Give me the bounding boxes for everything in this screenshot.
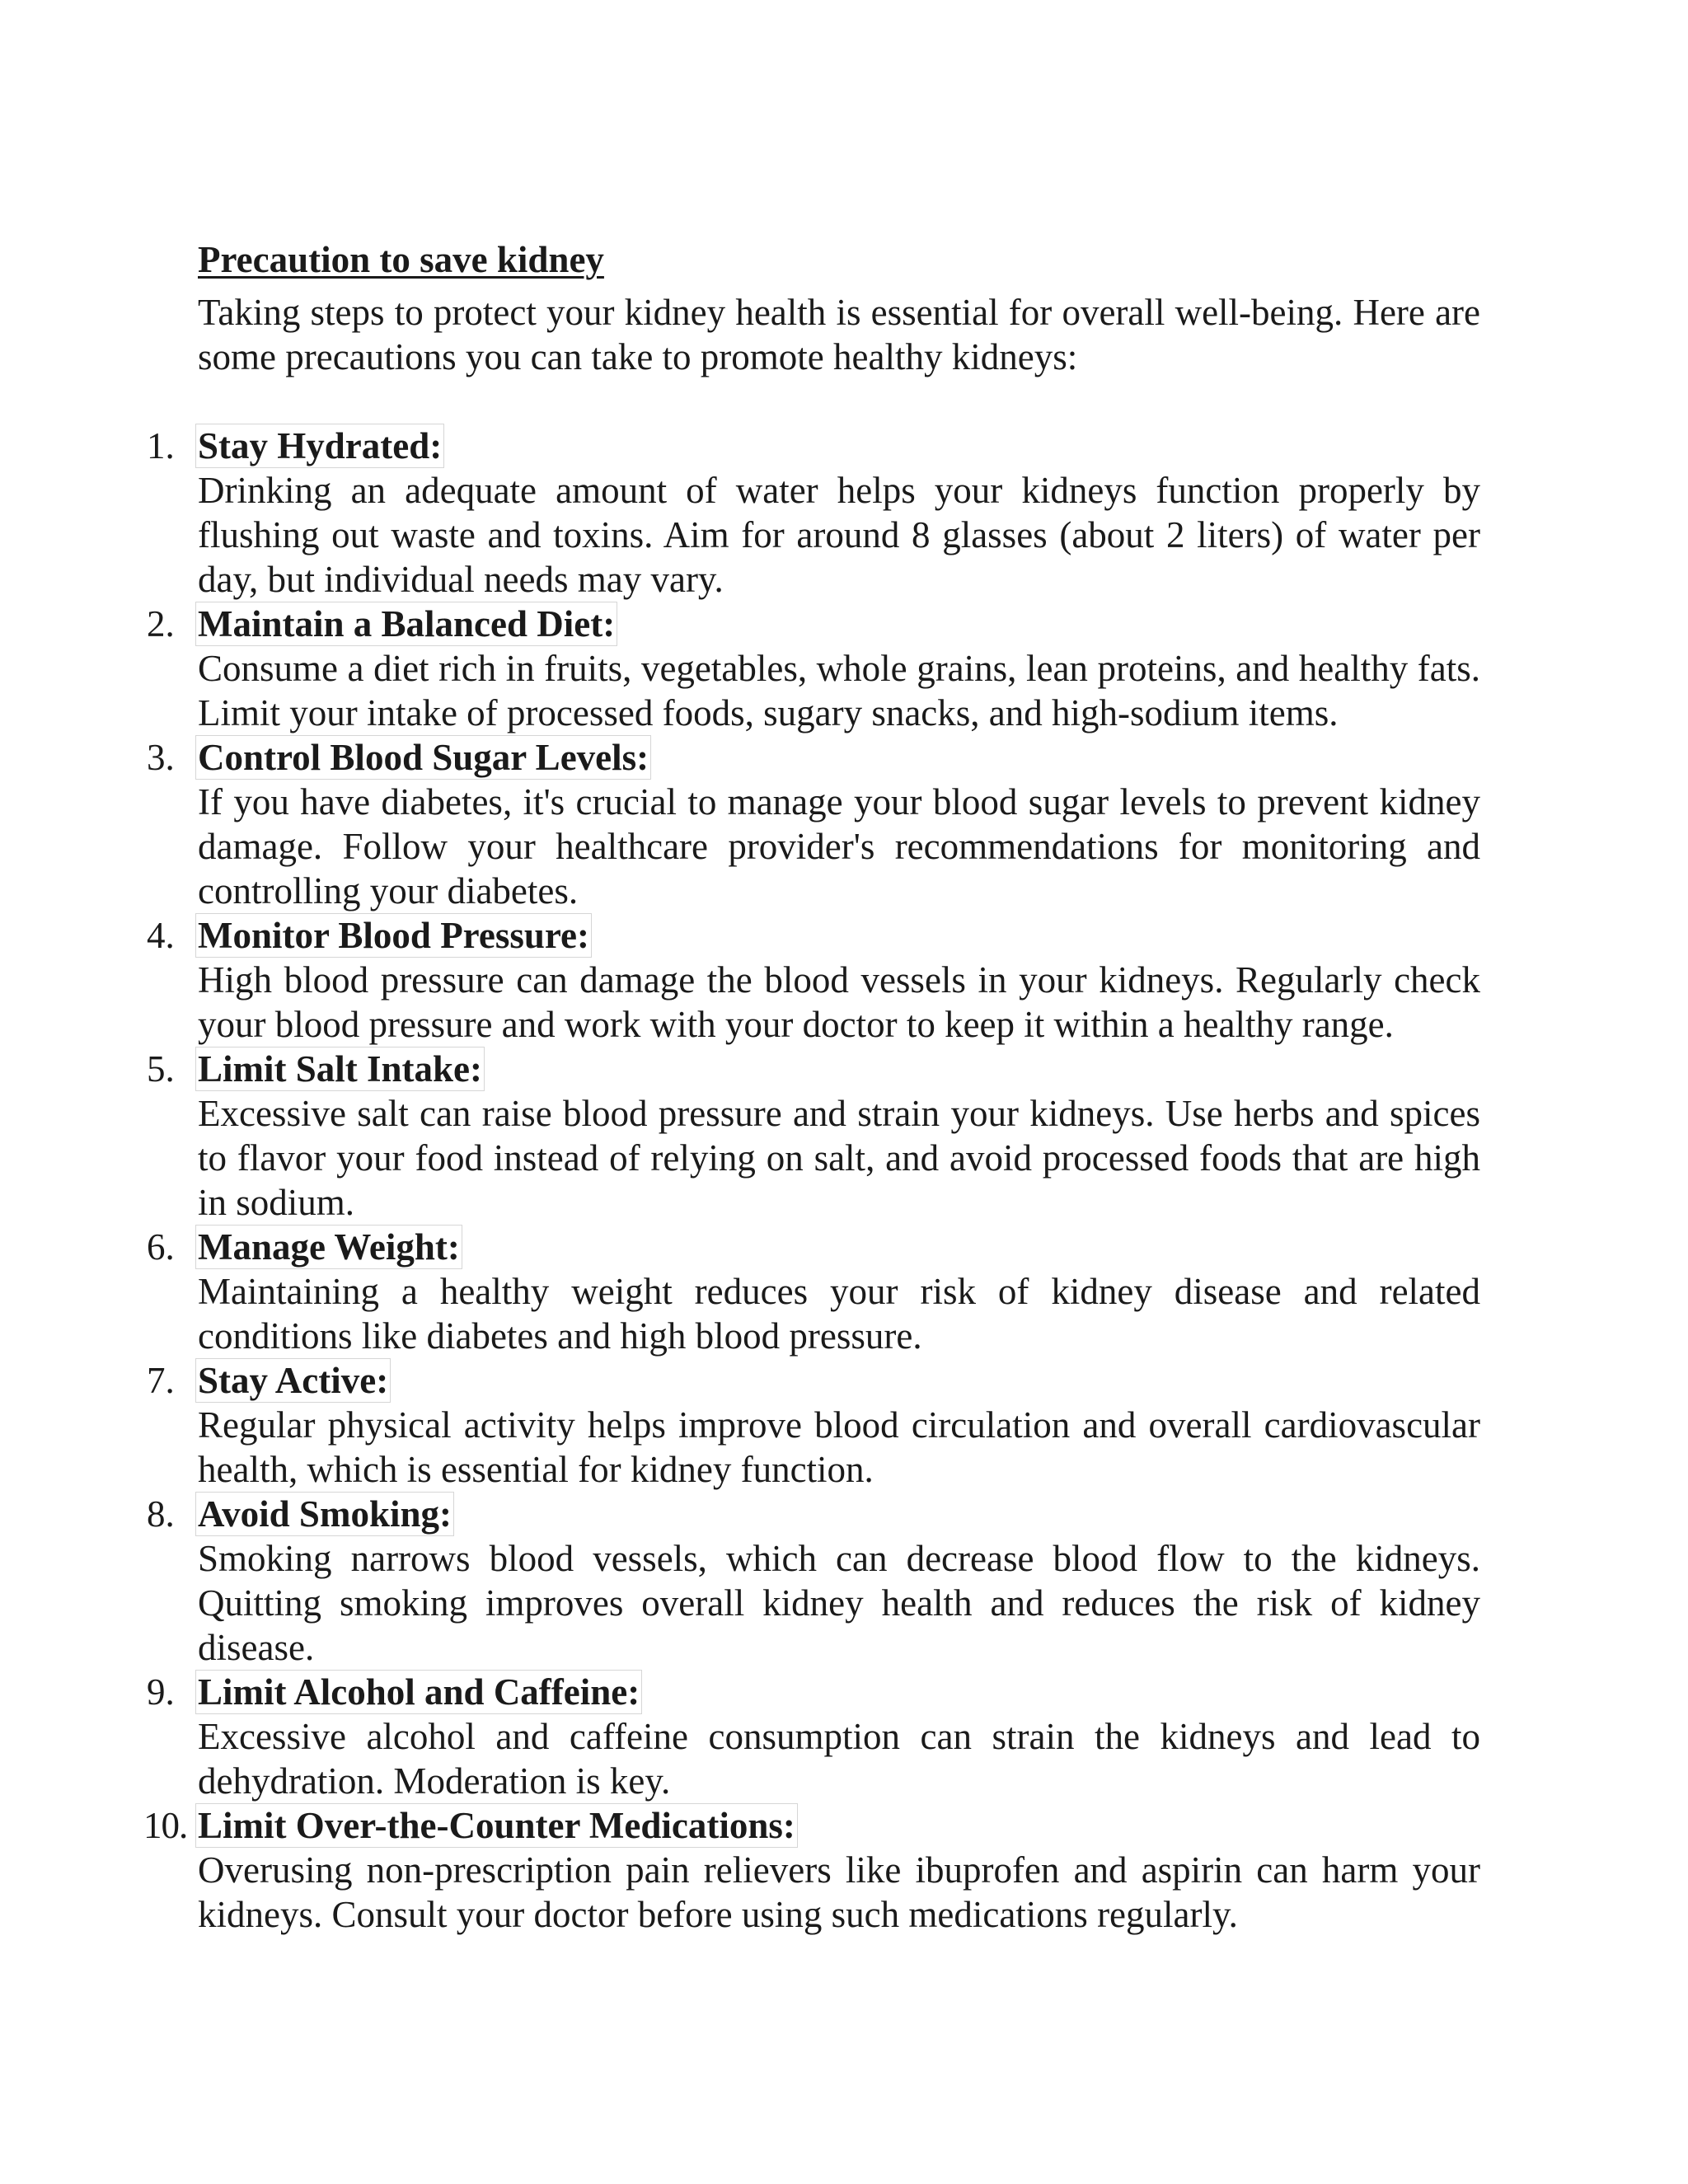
list-item-heading: Avoid Smoking: (195, 1492, 454, 1536)
document-title: Precaution to save kidney (198, 239, 604, 280)
list-item-number: 4. (147, 915, 175, 956)
list-item (147, 1492, 1480, 1670)
list-item-number: 3. (147, 737, 175, 778)
list-item-body: Excessive alcohol and caffeine consumption can strain the kidneys and lead to dehydration. Moderation is key. (198, 1716, 1480, 1802)
list-item-heading: Manage Weight: (195, 1225, 462, 1269)
list-item-number: 9. (147, 1671, 175, 1713)
list-item-body: Smoking narrows blood vessels, which can decrease blood flow to the kidneys. Quitting smoking improves overall kidney health and reduces the risk of kidney disease. (198, 1538, 1480, 1668)
list-item-body: Regular physical activity helps improve blood circulation and overall cardiovascular health, which is essential for kidney function. (198, 1404, 1480, 1490)
list-item-heading: Limit Salt Intake: (195, 1047, 485, 1091)
precautions-list (143, 424, 1480, 1937)
intro-paragraph: Taking steps to protect your kidney health is essential for overall well-being. Here are some precautions you can take to promote healthy kidneys: (198, 292, 1480, 377)
list-item-body: Maintaining a healthy weight reduces your risk of kidney disease and related conditions like diabetes and high blood pressure. (198, 1271, 1480, 1357)
list-item-number: 5. (147, 1048, 175, 1090)
list-item-heading: Limit Alcohol and Caffeine: (195, 1670, 642, 1714)
list-item (147, 913, 1480, 1047)
list-item (147, 424, 1480, 602)
list-item (147, 1225, 1480, 1358)
list-item-number: 1. (147, 425, 175, 466)
list-item (147, 1358, 1480, 1492)
list-item-number: 7. (147, 1360, 175, 1401)
list-item-heading: Monitor Blood Pressure: (195, 913, 592, 958)
list-item (147, 602, 1480, 735)
list-item-body: High blood pressure can damage the blood vessels in your kidneys. Regularly check your blood pressure and work with your doctor to keep it within a healthy range. (198, 959, 1480, 1045)
list-item (147, 1047, 1480, 1225)
list-item-number: 10. (143, 1805, 188, 1846)
list-item-heading: Stay Hydrated: (195, 424, 444, 468)
list-item-heading: Control Blood Sugar Levels: (195, 735, 651, 780)
list-item (147, 735, 1480, 913)
list-item-heading: Limit Over-the-Counter Medications: (195, 1803, 798, 1848)
document-content (143, 237, 1480, 1937)
list-item-number: 8. (147, 1493, 175, 1535)
list-item-number: 6. (147, 1226, 175, 1268)
list-item (147, 1670, 1480, 1803)
list-item (143, 1803, 1480, 1937)
list-item-number: 2. (147, 603, 175, 644)
list-item-heading: Stay Active: (195, 1358, 391, 1403)
list-item-body: Drinking an adequate amount of water helps your kidneys function properly by flushing out waste and toxins. Aim for around 8 glasses (about 2 liters) of water per day, but individual needs may vary. (198, 470, 1480, 600)
list-item-body: Overusing non-prescription pain relievers like ibuprofen and aspirin can harm your kidneys. Consult your doctor before using such medications regularly. (198, 1849, 1480, 1935)
list-item-heading: Maintain a Balanced Diet: (195, 602, 617, 646)
list-item-body: Consume a diet rich in fruits, vegetables, whole grains, lean proteins, and healthy fats. Limit your intake of processed foods, sugary snacks, and high-sodium items. (198, 648, 1480, 733)
list-item-body: If you have diabetes, it's crucial to manage your blood sugar levels to prevent kidney damage. Follow your healthcare provider's recommendations for monitoring and controlling your diabetes. (198, 781, 1480, 912)
list-item-body: Excessive salt can raise blood pressure and strain your kidneys. Use herbs and spices to flavor your food instead of relying on salt, and avoid processed foods that are high in sodium. (198, 1093, 1480, 1223)
